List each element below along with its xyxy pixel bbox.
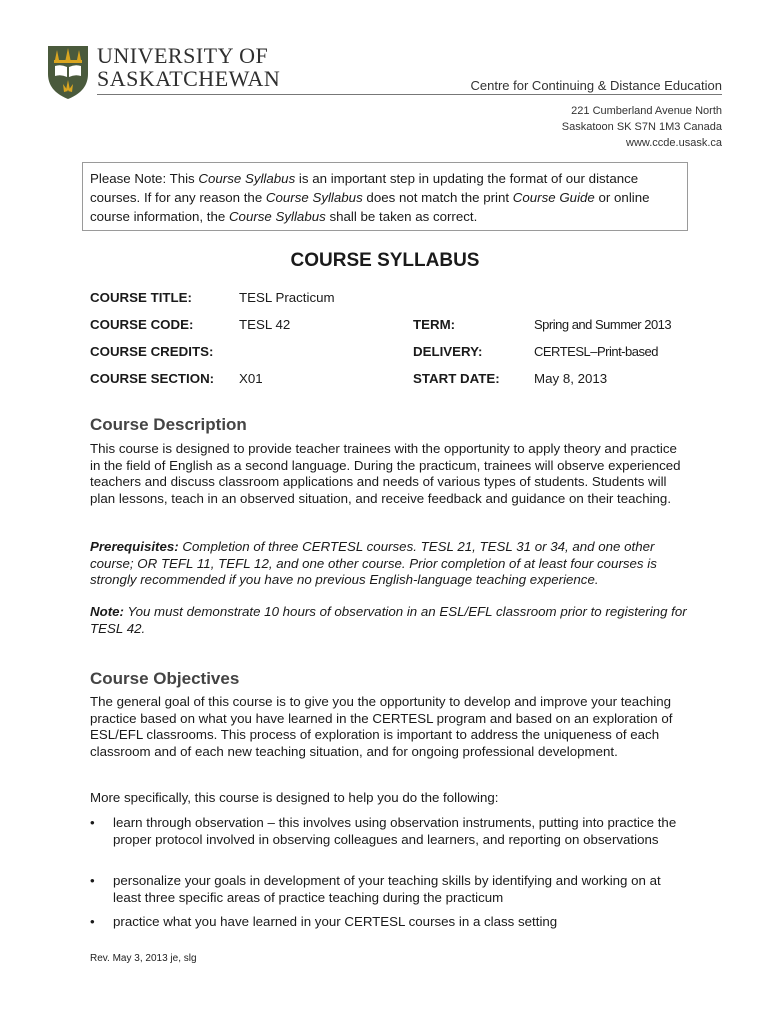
page-title: COURSE SYLLABUS (290, 250, 480, 271)
bullet-icon: • (90, 873, 95, 888)
course-title-value: TESL Practicum (239, 290, 335, 305)
course-section-label: COURSE SECTION: (90, 371, 215, 386)
address-block (562, 103, 722, 151)
observation-note (90, 604, 690, 637)
delivery-value: CERTESL–Print-based (534, 344, 658, 359)
list-item-text: learn through observation – this involves using observation instruments, putting into practice the proper protocol involved in observing colleagues and learners, and reporting on observations (113, 815, 677, 847)
start-date-value: May 8, 2013 (534, 371, 608, 386)
observation-note-text: You must demonstrate 10 hours of observation in an ESL/EFL classroom prior to registering for TESL 42. (90, 604, 687, 636)
note-box (82, 162, 688, 231)
course-credits-label: COURSE CREDITS: (90, 344, 214, 359)
revision-footer: Rev. May 3, 2013 je, slg (90, 953, 197, 964)
prerequisites-text: Completion of three CERTESL courses. TESL 21, TESL 31 or 34, and one other course; OR TEFL 11, TEFL 12, and one other course. Prior completion of at least four courses is strongly recommended if you have no previous English-language teaching experience. (90, 539, 657, 587)
term-label: TERM: (413, 317, 456, 332)
course-code-label: COURSE CODE: (90, 317, 194, 332)
centre-name: Centre for Continuing & Distance Education (470, 78, 722, 93)
address-line2: Saskatoon SK S7N 1M3 Canada (561, 121, 722, 133)
header-rule (97, 94, 722, 95)
note-text: Please Note: This (90, 171, 199, 186)
note-text: or online course information, the (90, 190, 650, 224)
course-title-label: COURSE TITLE: (90, 290, 192, 305)
delivery-label: DELIVERY: (413, 344, 483, 359)
course-objectives-body: The general goal of this course is to give you the opportunity to develop and improve your teaching practice based on what you have learned in the CERTESL program and based on an exploration of ESL/EFL classrooms. This process of exploration is important to address the uniqueness of each classroom and of each new teaching situation, and for ongoing professional development. (90, 694, 673, 759)
bullet-icon: • (90, 815, 95, 830)
observation-note-label: Note: (90, 604, 124, 619)
start-date-label: START DATE: (413, 371, 500, 386)
university-name-line1: UNIVERSITY OF (97, 43, 269, 68)
note-emphasis: Course Syllabus (228, 209, 326, 224)
list-item-text: practice what you have learned in your CERTESL courses in a class setting (113, 914, 558, 929)
term-value: Spring and Summer 2013 (534, 317, 672, 332)
note-text: shall be taken as correct. (325, 209, 478, 224)
note-emphasis: Course Guide (512, 190, 595, 205)
prerequisites-label: Prerequisites: (90, 539, 179, 554)
note-text: is an important step in updating the format of our distance courses. If for any reason the (90, 171, 639, 205)
list-item-text: personalize your goals in development of your teaching skills by identifying and working on at least three specific areas of practice teaching during the practicum (113, 873, 661, 905)
course-description-body: This course is designed to provide teacher trainees with the opportunity to apply theory and practice in the field of English as a second language. During the practicum, trainees will observe experienced teachers and discuss classroom applications and needs of various types of students. Students will plan lessons, teach in an observed situation, and receive feedback and guidance on their teaching. (90, 441, 681, 506)
bullet-icon: • (90, 914, 95, 929)
objectives-intro: More specifically, this course is designed to help you do the following: (90, 790, 499, 805)
course-description-heading: Course Description (90, 415, 247, 434)
note-emphasis: Course Syllabus (265, 190, 363, 205)
website: www.ccde.usask.ca (626, 137, 722, 149)
university-crest-icon (46, 44, 90, 100)
university-name-line2: SASKATCHEWAN (97, 66, 281, 91)
note-text: does not match the print (362, 190, 513, 205)
address-line1: 221 Cumberland Avenue North (571, 105, 722, 117)
course-section-value: X01 (239, 371, 263, 386)
note-emphasis: Course Syllabus (198, 171, 296, 186)
university-name (97, 44, 280, 90)
prerequisites (90, 539, 690, 589)
course-objectives-heading: Course Objectives (90, 669, 240, 688)
course-code-value: TESL 42 (239, 317, 291, 332)
